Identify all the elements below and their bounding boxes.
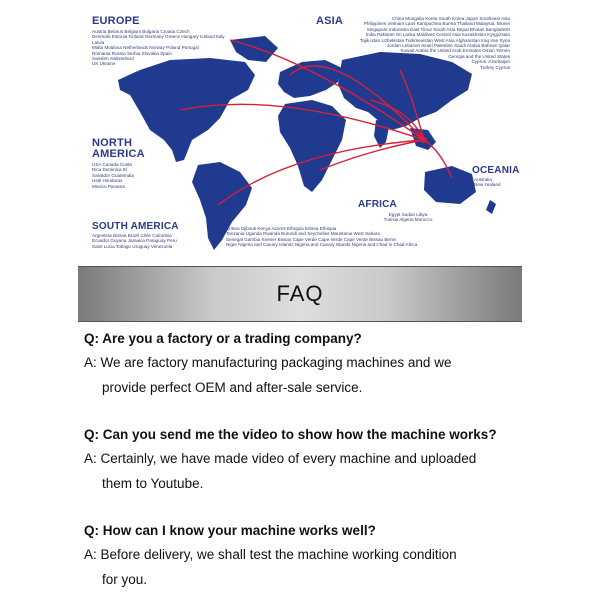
asia-line: Georgia and the United States: [448, 53, 510, 59]
oceania-line: Australia: [474, 177, 492, 182]
oceania-countries: [474, 177, 520, 188]
world-map: [80, 0, 520, 262]
faq-question: Q: How can I know your machine works well?: [84, 523, 376, 538]
faq-list: [84, 328, 524, 592]
asia-line: Singapore Indonesia East Timor South Asia Nepal Bhutan Bangladesh: [366, 26, 510, 32]
africa-line: Niger Nigeria and Canary Islands Nigeria and Canary Islands Nigeria and Chad in Chad Africa: [226, 242, 418, 248]
asia-title: ASIA: [316, 15, 344, 27]
asia-line: Turkey Cyprus: [480, 64, 510, 70]
north-america-title-line: NORTH: [92, 137, 133, 149]
europe-line: Latvia: [92, 39, 105, 45]
south-america-line: Argentina Bolivia Brazil Chile Colombia: [92, 233, 172, 238]
north-america-line: Haiti Honduras: [92, 178, 123, 184]
africa-title: AFRICA: [358, 199, 397, 210]
africa-countries-north: [348, 212, 468, 223]
africa-shape: [278, 100, 346, 192]
faq-question: Q: Can you send me the video to show how the machine works?: [84, 427, 497, 442]
asia-line: Philippines Vietnam Laos Kampuchea Burma Thailand Malaysia, Brunei: [363, 21, 510, 27]
europe-countries: [92, 29, 312, 67]
europe-line: Romania Russia Serbia Slovakia Spain: [92, 50, 172, 56]
south-america-line: Saint Lucia Tobago Uruguay Venezuela: [92, 243, 173, 249]
north-america-line: Mexico Panama: [92, 183, 125, 189]
asia-countries: [300, 16, 510, 70]
south-america-title: SOUTH AMERICA: [92, 221, 179, 232]
faq-answer-line: provide perfect OEM and after-sale service.: [102, 380, 363, 395]
faq-answer-line: for you.: [102, 572, 148, 587]
europe-title: EUROPE: [92, 15, 140, 27]
asia-line: Tajik istan Uzbekistan Turkmenistan West Asia Afghanistan Iraq Iran Syria: [359, 37, 510, 43]
faq-item: [84, 328, 524, 400]
faq-answer-line: them to Youtube.: [102, 476, 204, 491]
new-zealand-shape: [486, 200, 496, 214]
africa-line: Egypt Sudan Libya: [388, 212, 428, 217]
faq-item: [84, 520, 524, 592]
africa-line: Senegal Gambia Keener Bissau Cape Verde Cape Verde Cape Verde Bissau Benin: [226, 236, 397, 242]
africa-line: Tanzania Uganda Rwanda Burundi and Seychelles Mauritania West Sahara: [226, 231, 380, 237]
faq-answer-line: A: Certainly, we have made video of every machine and uploaded: [84, 451, 477, 466]
faq-answer-line: A: Before delivery, we shall test the machine working condition: [84, 547, 457, 562]
asia-line: Cyprus, Azerbaijan: [471, 59, 510, 65]
faq-question: Q: Are you a factory or a trading company?: [84, 331, 362, 346]
oceania-line: New zealand: [474, 182, 501, 188]
north-america-countries: [92, 162, 162, 189]
north-america-line: USA Canada Costa: [92, 162, 132, 167]
europe-line: Sweden Switzerland: [92, 56, 134, 62]
africa-line: Eritrea Djibouti Kenya Azores Ethiopia Eritrea Ethiopia: [226, 226, 337, 231]
africa-line: Tunisia Algeria Morocco: [383, 217, 433, 223]
europe-line: Denmark Estonia Finland Germany Greece Hungary Iceland Italy: [92, 34, 225, 40]
asia-line: Jordan Lebanon Israel Palestine Saudi Arabia Bahrain Qatar: [386, 43, 510, 49]
asia-line: China Mongolia Korea South Korea Japan Southeast Asia: [392, 16, 510, 21]
faq-answer: [84, 350, 524, 400]
asia-line: India Pakistan Sri Lanka Maldives Central Asia Kazakhstan Kyrgyzstan: [365, 32, 510, 38]
oceania-title: OCEANIA: [472, 165, 520, 176]
faq-answer: [84, 542, 524, 592]
spacer: [84, 496, 524, 520]
australia-shape: [424, 166, 476, 204]
north-america-title-line: AMERICA: [92, 148, 145, 160]
origin-point: [421, 137, 427, 143]
spacer: [84, 400, 524, 424]
faq-item: [84, 424, 524, 496]
faq-answer: [84, 446, 524, 496]
europe-line: UK Ukraine: [92, 61, 116, 67]
faq-answer-line: A: We are factory manufacturing packaging machines and we: [84, 355, 452, 370]
south-america-countries: [92, 233, 212, 249]
north-america-title: [92, 138, 145, 160]
north-america-line: Salvador Guatemala: [92, 172, 134, 178]
south-america-line: Ecuador Guyana Jamaica Paraguay Peru: [92, 238, 177, 244]
africa-countries-south: [226, 226, 520, 248]
europe-line: Malta Moldova Netherlands Norway Poland Portugal: [92, 45, 199, 51]
europe-line: Austria Belarus Belgium Bulgaria Croatia Czech: [92, 29, 190, 34]
faq-banner: [78, 266, 522, 322]
asia-line: Kuwait Arabia the United Arab Emirates Oman Yemen: [400, 48, 510, 54]
north-america-line: Rica Dominica El: [92, 167, 127, 173]
faq-banner-title: FAQ: [276, 281, 324, 306]
